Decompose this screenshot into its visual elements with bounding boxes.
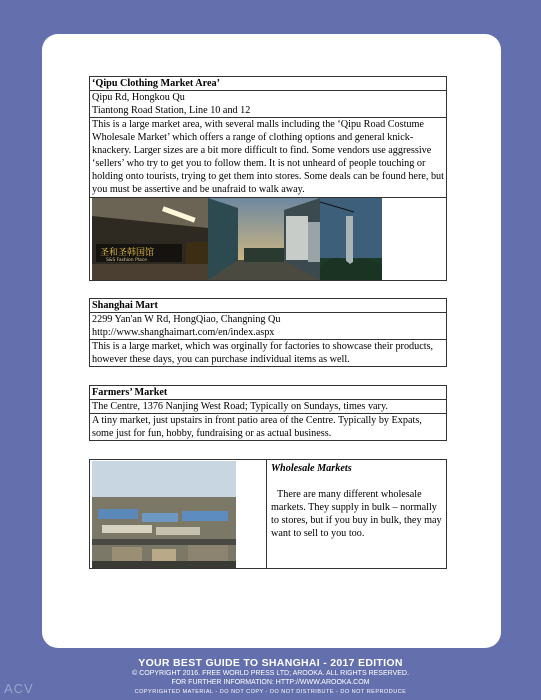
sign-subtext: S&S Fashion Place [106,258,148,263]
wholesale-aerial-photo [92,461,236,568]
farmers-title: Farmers’ Market [90,386,446,400]
mart-address-block [90,313,446,340]
footer-notice: COPYRIGHTED MATERIAL - DO NOT COPY - DO NOT DISTRIBUTE - DO NOT REPRODUCE [134,689,407,695]
farmers-description: A tiny market, just upstairs in front patio area of the Centre. Typically by Expats, some just for fun, hobby, fundraising or as actual business. [92,415,422,439]
qipu-title: ‘Qipu Clothing Market Area’ [90,77,446,91]
mart-title: Shanghai Mart [90,299,446,313]
farmers-market-box [89,385,447,441]
sign-text: 圣和圣韩国馆 [100,248,155,258]
qipu-market-box [89,76,447,281]
farmers-address: The Centre, 1376 Nanjing West Road; Typically on Sundays, times vary. [90,400,446,414]
wholesale-text-block [271,462,443,540]
qipu-photos [90,198,446,280]
mart-url[interactable]: http://www.shanghaimart.com/en/index.aspx [92,327,275,338]
mart-description: This is a large market, which was orginally for factories to showcase their products, however these days, you can purchase individual items as well. [92,341,434,365]
footer-info: FOR FURTHER INFORMATION: HTTP://WWW.AROOKA.COM [171,679,370,686]
street-view-photo [208,198,320,280]
market-interior-photo [92,198,208,280]
wholesale-box [89,459,447,569]
wholesale-title: Wholesale Markets [271,463,352,474]
watermark: ACV [4,681,34,696]
wholesale-text: There are many different wholesale markets. They supply in bulk – normally to stores, but if you buy in bulk, they may want to sell to you too. [271,489,442,539]
qipu-description: This is a large market area, with several malls including the ‘Qipu Road Costume Wholesale Market’ which offers a range of clothing options and general knick-knackery. Larger sizes are a bit more difficult to find. Some vendors use aggressive ‘sellers’ who try to get you to follow them. It is not unheard of people touching or holding onto tourists, trying to get them into stores. Some deals can be found here, but you must be assertive and be unafraid to walk away. [90,118,446,198]
tower-photo [320,198,382,280]
footer-copyright: © COPYRIGHT 2016. FREE WORLD PRESS LTD; AROOKA. ALL RIGHTS RESERVED. [132,670,409,677]
qipu-station: Tiantong Road Station, Line 10 and 12 [92,105,251,116]
qipu-address-block [90,91,446,118]
mart-address: 2299 Yan'an W Rd, HongQiao, Changning Qu [92,314,281,325]
shanghai-mart-box [89,298,447,367]
footer-title: YOUR BEST GUIDE TO SHANGHAI - 2017 EDITION [138,657,403,669]
qipu-address: Qipu Rd, Hongkou Qu [92,92,185,103]
wholesale-divider [266,460,267,568]
